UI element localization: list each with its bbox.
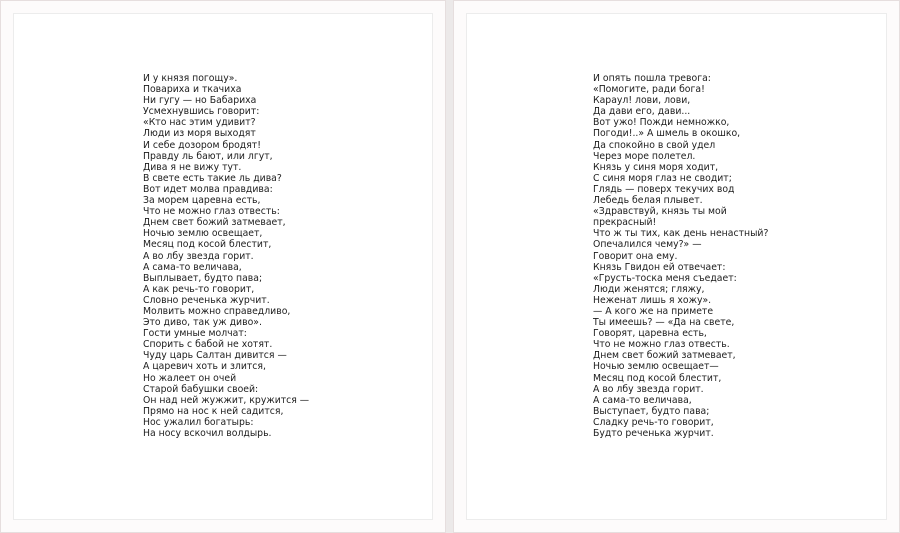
- poem-line: А во лбу звезда горит.: [593, 383, 704, 395]
- poem-line: Днем свет божий затмевает,: [593, 350, 736, 362]
- poem-line: За морем царевна есть,: [143, 195, 261, 207]
- poem-line: Лебедь белая плывет.: [593, 195, 703, 207]
- poem-line: Месяц под косой блестит,: [143, 239, 272, 251]
- poem-line: Выплывает, будто пава;: [143, 272, 263, 284]
- poem-line: А как речь-то говорит,: [143, 283, 255, 295]
- poem-line: «Здравствуй, князь ты мой: [593, 206, 727, 218]
- poem-line: Ни гугу — но Бабариха: [143, 95, 257, 107]
- poem-line: Днем свет божий затмевает,: [143, 217, 286, 229]
- poem-line: Вот ужо! Пожди немножко,: [593, 117, 730, 129]
- poem-line: На носу вскочил волдырь.: [143, 428, 272, 439]
- left-page: [0, 0, 446, 533]
- left-page-poem: [143, 73, 309, 439]
- poem-line: Князь у синя моря ходит,: [593, 161, 719, 173]
- poem-line: Через море полетел.: [593, 150, 696, 162]
- poem-line: Чуду царь Салтан дивится —: [143, 350, 287, 362]
- poem-line: Люди женятся; гляжу,: [593, 283, 705, 295]
- poem-line: Неженат лишь я хожу».: [593, 294, 712, 306]
- poem-line: Что ж ты тих, как день ненастный?: [593, 228, 769, 240]
- poem-line: Выступает, будто пава;: [593, 405, 710, 417]
- poem-line: Нос ужалил богатырь:: [143, 416, 254, 428]
- poem-line: И опять пошла тревога:: [593, 73, 711, 84]
- right-page: [453, 0, 900, 533]
- poem-line: В свете есть такие ль дива?: [143, 172, 282, 184]
- poem-line: Караул! лови, лови,: [593, 95, 691, 107]
- poem-line: Но жалеет он очей: [143, 372, 237, 384]
- poem-line: Дива я не вижу тут.: [143, 161, 242, 173]
- poem-line: — А кого же на примете: [593, 305, 714, 317]
- poem-line: Месяц под косой блестит,: [593, 372, 722, 384]
- poem-line: Усмехнувшись говорит:: [143, 106, 260, 118]
- poem-line: Опечалился чему?» —: [593, 239, 702, 251]
- poem-line: Молвить можно справедливо,: [143, 305, 291, 317]
- poem-line: А царевич хоть и злится,: [143, 361, 266, 373]
- poem-line: «Грусть-тоска меня съедает:: [593, 272, 737, 284]
- poem-line: Правду ль бают, или лгут,: [143, 150, 273, 162]
- poem-line: Прямо на нос к ней садится,: [143, 405, 284, 417]
- poem-line: Люди из моря выходят: [143, 128, 256, 140]
- poem-line: Это диво, так уж диво».: [143, 317, 262, 329]
- poem-line: И у князя погощу».: [143, 73, 238, 84]
- poem-line: Ночью землю освещает—: [593, 361, 719, 373]
- poem-line: Повариха и ткачиха: [143, 84, 242, 96]
- poem-line: С синя моря глаз не сводит;: [593, 172, 732, 184]
- poem-line: Князь Гвидон ей отвечает:: [593, 261, 726, 273]
- poem-line: Говорят, царевна есть,: [593, 328, 707, 340]
- poem-line: Старой бабушки своей:: [143, 383, 259, 395]
- poem-line: Да спокойно в свой удел: [593, 139, 716, 151]
- poem-line: А сама-то величава,: [143, 261, 242, 273]
- poem-line: А во лбу звезда горит.: [143, 250, 254, 262]
- poem-line: Ты имеешь? — «Да на свете,: [593, 317, 735, 329]
- poem-line: Сладку речь-то говорит,: [593, 416, 714, 428]
- poem-line: А сама-то величава,: [593, 394, 692, 406]
- poem-line: И себе дозором бродят!: [143, 139, 261, 151]
- poem-line: Да дави его, дави...: [593, 106, 691, 118]
- poem-line: Что не можно глаз отвесть:: [143, 206, 280, 218]
- right-page-poem: [593, 73, 768, 439]
- poem-line: Будто реченька журчит.: [593, 428, 714, 439]
- poem-line: Спорить с бабой не хотят.: [143, 339, 273, 351]
- poem-line: Он над ней жужжит, кружится —: [143, 394, 310, 406]
- poem-line: Словно реченька журчит.: [143, 294, 270, 306]
- poem-line: Что не можно глаз отвесть.: [593, 339, 730, 351]
- poem-line: Вот идет молва правдива:: [143, 183, 273, 195]
- poem-line: Погоди!..» А шмель в окошко,: [593, 128, 741, 140]
- poem-line: Говорит она ему.: [593, 250, 678, 262]
- poem-line: Глядь — поверх текучих вод: [593, 183, 735, 195]
- poem-line: «Помогите, ради бога!: [593, 84, 705, 96]
- poem-line: прекрасный!: [593, 217, 657, 229]
- poem-line: Гости умные молчат:: [143, 328, 247, 340]
- poem-line: Ночью землю освещает,: [143, 228, 263, 240]
- poem-line: «Кто нас этим удивит?: [143, 117, 256, 129]
